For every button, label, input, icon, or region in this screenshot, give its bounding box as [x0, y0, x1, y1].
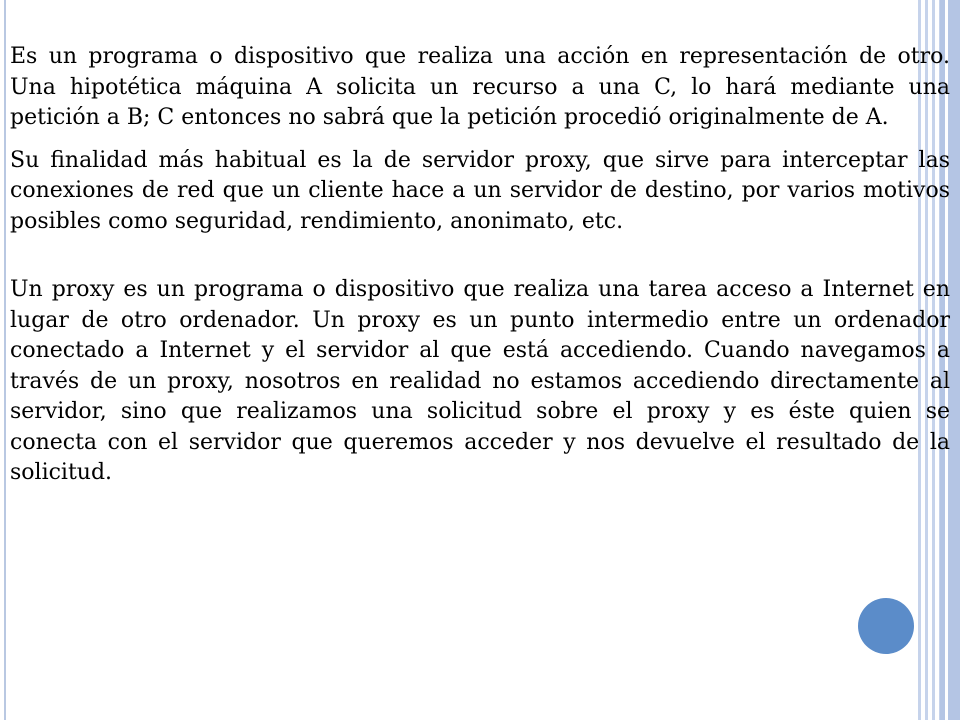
left-border-line [4, 0, 6, 720]
paragraph-explanation: Un proxy es un programa o dispositivo que realiza una tarea acceso a Internet en lugar de otro ordenador. Un proxy es un punto intermedio entre un ordenador conectado a Internet y el servidor al que está accediendo. Cuando navegamos a través de un proxy, nosotros en realidad no estamos accediendo directamente al servidor, sino que realizamos una solicitud sobre el proxy y es éste quien se conecta con el servidor que queremos acceder y nos devuelve el resultado de la solicitud. [10, 277, 950, 485]
paragraph-definition: Es un programa o dispositivo que realiza una acción en representación de otro. Una hipotética máquina A solicita un recurso a una C, lo hará mediante una petición a B; C entonces no sabrá que la petición procedió originalmente de A. [10, 44, 950, 130]
slide-body [10, 42, 950, 489]
decorative-circle [858, 598, 914, 654]
paragraph-purpose: Su finalidad más habitual es la de servidor proxy, que sirve para interceptar las conexiones de red que un cliente hace a un servidor de destino, por varios motivos posibles como seguridad, rendimiento, anonimato, etc. [10, 147, 950, 234]
